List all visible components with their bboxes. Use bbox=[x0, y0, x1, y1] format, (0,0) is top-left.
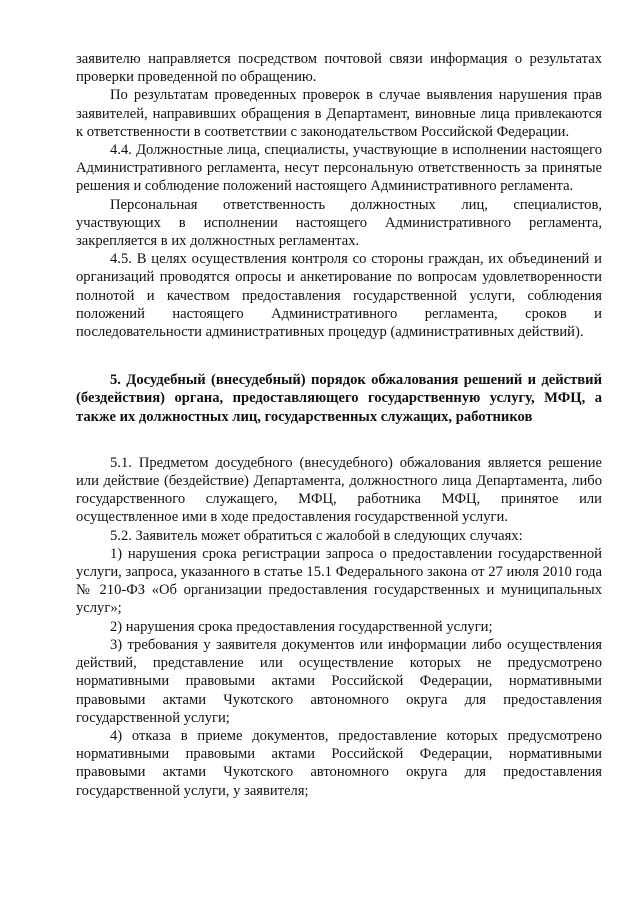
spacer bbox=[76, 341, 602, 371]
paragraph-personal-responsibility: Персональная ответственность должностных лиц, специалистов, участвующих в исполнении настоящего Административного регламента, закрепляется в их должностных регламентах. bbox=[76, 196, 602, 250]
list-item-2: 2) нарушения срока предоставления государственной услуги; bbox=[110, 618, 493, 635]
paragraph-5-2: 5.2. Заявитель может обратиться с жалобой в следующих случаях: bbox=[110, 527, 523, 544]
document-page bbox=[76, 50, 602, 800]
list-item-1: 1) нарушения срока регистрации запроса о предоставлении государственной услуги, запроса, указанного в статье 15.1 Федерального закона от 27 июля 2010 года № 210-ФЗ «Об организации предоставления государственных и муниципальных услуг»; bbox=[76, 545, 602, 617]
list-item-3: 3) требования у заявителя документов или информации либо осуществления действий, представление или осуществление которых не предусмотрено нормативными правовыми актами Российской Федерации, нормативными правовыми актами Чукотского автономного округа для предоставления государственной услуги; bbox=[76, 636, 602, 726]
paragraph-4-4: 4.4. Должностные лица, специалисты, участвующие в исполнении настоящего Административного регламента, несут персональную ответственность за принятые решения и соблюдение положений настоящего Административного регламента. bbox=[76, 142, 602, 195]
section-heading-5: 5. Досудебный (внесудебный) порядок обжалования решений и действий (бездействия) органа, предоставляющего государственную услугу, МФЦ, а также их должностных лиц, государственных служащих, работников bbox=[76, 372, 602, 425]
paragraph-continuation: заявителю направляется посредством почтовой связи информация о результатах проверки проведенной по обращению. bbox=[76, 51, 602, 86]
list-item-4: 4) отказа в приеме документов, предоставление которых предусмотрено нормативными правовыми актами Российской Федерации, нормативными правовыми актами Чукотского автономного округа для предоставления государственной услуги, у заявителя; bbox=[76, 727, 602, 799]
paragraph-4-5: 4.5. В целях осуществления контроля со стороны граждан, их объединений и организаций проводятся опросы и анкетирование по вопросам удовлетворенности полнотой и качеством предоставления государственной услуги, соблюдения положений настоящего Административного регламента, сроков и последовательности административных процедур (административных действий). bbox=[76, 251, 602, 341]
paragraph-5-1: 5.1. Предметом досудебного (внесудебного) обжалования является решение или действие (бездействие) Департамента, должностного лица Департамента, либо государственного служащего, МФЦ, работника МФЦ, принятое или осуществленное ими в ходе предоставления государственной услуги. bbox=[76, 454, 602, 526]
spacer bbox=[76, 426, 602, 454]
paragraph-inspection-results: По результатам проведенных проверок в случае выявления нарушения прав заявителей, направивших обращения в Департамент, виновные лица привлекаются к ответственности в соответствии с законодательством Российской Федерации. bbox=[76, 87, 602, 140]
